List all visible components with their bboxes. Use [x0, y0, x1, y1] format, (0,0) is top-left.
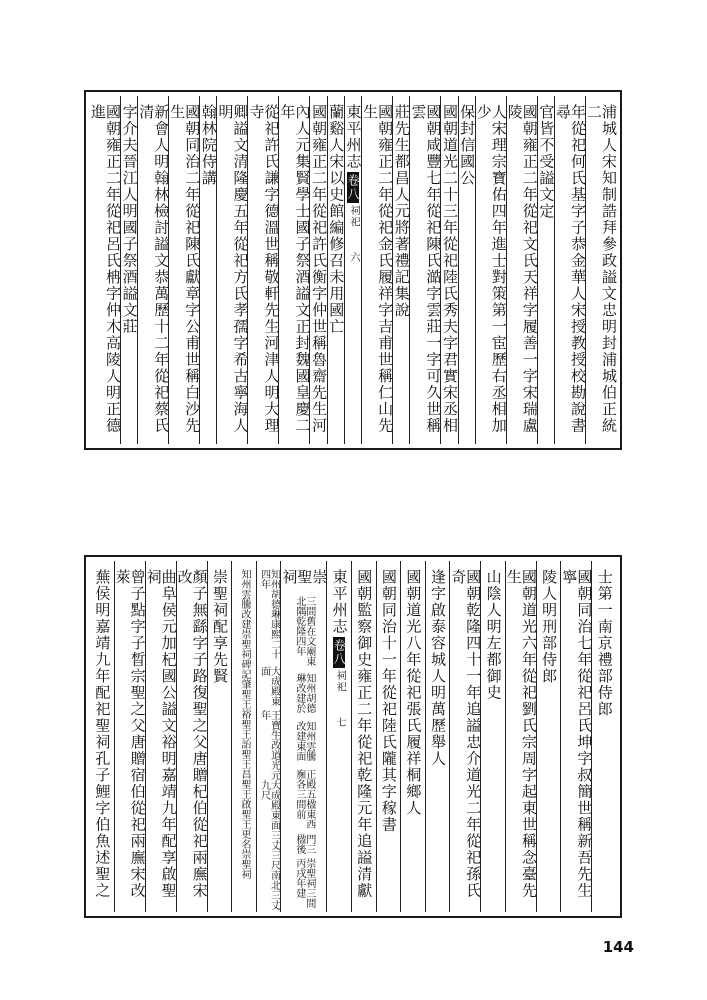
volume-label: 卷八	[346, 174, 361, 201]
annotation-text: 知州雲騰改建東面	[293, 721, 315, 762]
annotation-column	[280, 561, 329, 912]
annotation-text: 更名崇聖祠	[239, 829, 251, 879]
annotation-text: 大成殿東面三丈三尺南北三丈九尺	[258, 780, 280, 911]
text-column: 蘭谿人宋以史館編修召未用國亡	[327, 96, 344, 444]
annotation-text: 崇聖祠三間丙戌年建	[293, 858, 315, 909]
header-title: 東平州志	[330, 569, 349, 635]
text-column: 國朝乾隆四十一年追謚忠介道光二年從祀孫氏奇	[449, 561, 480, 912]
text-column: 翰林院侍講	[199, 96, 216, 444]
text-column: 國朝雍正二年從祀呂氏柟字仲木高陵人明正德進	[89, 104, 123, 434]
text-column: 蕪侯明嘉靖九年配祀聖祠孔子鯉字伯魚述聖之	[93, 569, 112, 899]
text-column: 士第一南京禮部侍郎	[591, 561, 616, 912]
section-label: 祠祀	[348, 205, 360, 228]
lower-half-page	[84, 555, 622, 918]
annotation-text: 知州雲騰改建	[239, 569, 251, 629]
text-column: 國朝雍正二年從祀金氏履祥字吉甫世稱仁山先生	[361, 96, 392, 444]
annotation-text: 知州胡德琳改建於	[293, 673, 315, 714]
text-column: 國朝同治二年從祀陳氏獻章字公甫世稱白沙先生	[168, 96, 199, 444]
text-column: 國朝道光二十三年從祀陸氏秀夫字君實宋丞相	[440, 96, 457, 444]
upper-text-columns	[90, 96, 616, 444]
text-column: 國朝道光八年從祀張氏履祥桐鄉人	[400, 561, 425, 912]
text-column: 崇聖祠配享先賢	[207, 561, 232, 912]
text-column: 從祀許氏謙字德溫世稱敬軒先生河津人明大理寺	[247, 96, 278, 444]
text-column: 逢字啟泰容城人明萬歷舉人	[425, 561, 450, 912]
upper-half-page	[84, 90, 622, 450]
annotation-text: 崇聖祠碑記	[239, 629, 251, 679]
text-column: 浦城人宋知制誥拜參政謚文忠明封浦城伯正統二	[585, 96, 616, 444]
text-column: 曾子點字子晳宗聖之父唐贈宿伯從祀兩廡宋改萊	[114, 561, 145, 912]
annotation-column	[231, 561, 256, 912]
annotation-text: 知州胡德琳康熙二十四年	[258, 569, 280, 659]
text-column: 曲阜侯元加杞國公謚文裕明嘉靖九年配享啟聖祠	[145, 561, 176, 912]
text-column: 國朝道光六年從祀劉氏宗周字起東世稱念臺先生	[505, 561, 536, 912]
text-column: 國朝監察御史雍正二年從祀乾隆元年追謚清獻	[351, 561, 376, 912]
text-column: 人宋理宗寶佑四年進士對策第一宦歷右丞相加少	[475, 96, 506, 444]
text-column: 山陰人明左都御史	[480, 561, 505, 912]
text-column: 官皆不受謚文定	[537, 96, 554, 444]
text-column: 國朝雍正二年從祀文氏天祥字履善一字宋瑞盧陵	[506, 96, 537, 444]
page-number: 144	[602, 938, 634, 956]
annotation-text: 門三楹後	[293, 834, 315, 855]
annotation-text: 王寶生改道光元年	[258, 709, 280, 780]
text-column: 內人元集賢學士國子祭酒謚文正封魏國皇慶二年	[278, 96, 309, 444]
annotation-text: 肇聖王裕聖王詒聖王昌聖王啟聖王	[239, 679, 251, 829]
annotation-column	[256, 561, 281, 912]
leaf-number: 六	[348, 252, 360, 264]
text-column: 卿謚文清隆慶五年從祀方氏孝孺字希古寧海人明	[216, 96, 247, 444]
annotation-text: 三間舊在文廟東北隅乾隆四年	[293, 595, 315, 666]
text-column: 國朝同治十一年從祀陸氏隴其字稼書	[376, 561, 401, 912]
text-column: 新會人明翰林檢討謚文恭萬歷十二年從祀蔡氏清	[137, 96, 168, 444]
running-header	[344, 96, 361, 444]
leaf-number: 七	[334, 717, 346, 729]
text-column: 國朝雍正二年從祀許氏衡字仲世稱魯齋先生河	[309, 96, 326, 444]
text-column: 國朝咸豐七年從祀陳氏澔字雲莊一字可久世稱雲	[409, 96, 440, 444]
text-column: 陵人明刑部侍郎	[536, 561, 561, 912]
header-title: 東平州志	[344, 104, 363, 170]
text-column: 保封信國公	[458, 96, 475, 444]
text-column: 年從祀何氏基字子恭金華人宋授教授校勘說書尋	[554, 96, 585, 444]
running-header	[326, 561, 351, 912]
section-label: 祠祀	[334, 670, 346, 693]
lower-text-columns	[90, 561, 616, 912]
text-column: 莊先生都昌人元將著禮記集說	[392, 96, 409, 444]
annotation-text: 正殿五楹東西廡各三間前	[293, 768, 315, 829]
text-column: 顏子無繇字子路復聖之父唐贈杞伯從祀兩廡宋改	[176, 561, 207, 912]
volume-label: 卷八	[332, 639, 347, 666]
text-column: 國朝同治七年從祀呂氏坤字叔簡世稱新吾先生寧	[560, 561, 591, 912]
entry-heading: 崇聖祠	[280, 569, 329, 584]
text-column: 字介夫晉江人明國子祭酒謚文莊	[120, 96, 137, 444]
annotation-text: 大成殿東面	[258, 665, 280, 706]
